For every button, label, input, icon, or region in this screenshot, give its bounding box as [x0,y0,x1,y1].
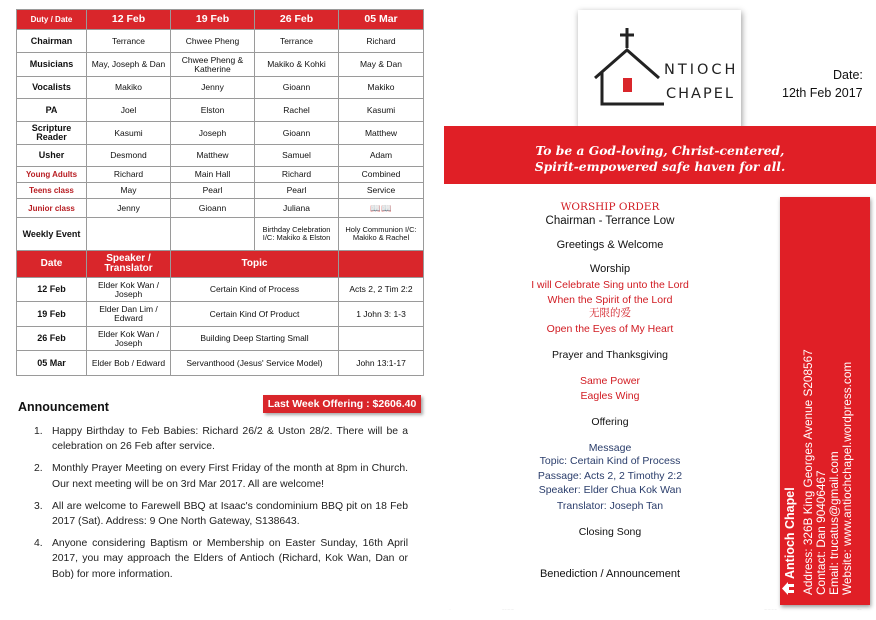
contact-name-row [782,487,797,595]
duty-cell: Desmond [87,145,171,167]
announcement-number: 3. [34,500,43,512]
duty-header-row [17,10,424,30]
duty-cell: Elston [171,99,255,122]
announcement-title: Announcement [18,400,109,414]
worship-song: I will Celebrate Sing unto the Lord [531,279,689,291]
worship-prayer: Prayer and Thanksgiving [552,349,668,361]
duty-header-cell: 05 Mar [339,10,424,30]
duty-roster-table [16,9,424,376]
duty-cell: May [87,183,171,199]
duty-cell: Adam [339,145,424,167]
message-passage: Passage: Acts 2, 2 Timothy 2:2 [537,470,683,482]
worship-label: Worship [589,263,631,275]
duty-header-cell: 19 Feb [171,10,255,30]
announcement-list [34,424,408,589]
antioch-chapel-logo [578,10,741,128]
duty-cell: May & Dan [339,53,424,77]
duty-cell: Makiko [87,77,171,99]
sermon-passage: 1 John 3: 1-3 [339,302,424,327]
duty-row [17,30,424,53]
message-label: Message [588,442,632,454]
duty-cell: Chwee Pheng [171,30,255,53]
logo-text-line2: CHAPEL [666,86,735,102]
announcement-item [34,499,408,529]
prayer-song: Eagles Wing [580,390,640,402]
duty-cell: Jenny [87,199,171,218]
duty-cell: Matthew [339,122,424,145]
sermon-header-cell: Topic [171,251,339,278]
duty-row [17,99,424,122]
sermon-date: 19 Feb [17,302,87,327]
duty-cell: Juliana [255,199,339,218]
duty-cell: Makiko [339,77,424,99]
duty-cell: Gioann [255,77,339,99]
duty-role-label: Scripture Reader [17,122,87,145]
sermon-passage: John 13:1-17 [339,351,424,376]
sermon-passage: Acts 2, 2 Tim 2:2 [339,278,424,302]
sermon-speaker: Elder Kok Wan / Joseph [87,278,171,302]
duty-cell: Richard [87,167,171,183]
announcement-text: Happy Birthday to Feb Babies: Richard 26/2 & Uston 28/2. There will be a celebration on 26 Feb after service. [52,426,408,453]
duty-cell: Matthew [171,145,255,167]
duty-cell: Makiko & Kohki [255,53,339,77]
sermon-passage [339,327,424,351]
duty-cell: Chwee Pheng & Katherine [171,53,255,77]
duty-role-label: Junior class [17,199,87,218]
announcement-text: All are welcome to Farewell BBQ at Isaac's condominium BBQ pit on 18 Feb 2017 (Sat). Address: 9 One North Gateway, S138643. [52,500,408,528]
sermon-row [17,327,424,351]
announcement-number: 4. [34,538,43,550]
duty-cell: Rachel [255,99,339,122]
duty-role-label: Usher [17,145,87,167]
duty-cell: Kasumi [87,122,171,145]
duty-cell: Pearl [255,183,339,199]
prayer-song: Same Power [579,375,641,387]
worship-song: When the Spirit of the Lord [547,294,673,306]
announcement-number: 1. [34,426,43,437]
message-topic: Topic: Certain Kind of Process [539,455,681,467]
contact-block [780,197,870,605]
duty-cell: Holy Communion I/C: Makiko & Rachel [339,218,424,251]
message-translator: Translator: Joseph Tan [556,500,664,512]
duty-row [17,145,424,167]
benediction: Benediction / Announcement [539,568,681,580]
worship-song: 无限的爱 [589,307,631,319]
book-icon: 📖📖 [339,199,424,218]
worship-song: Open the Eyes of My Heart [546,323,674,335]
contact-email: Email: trucatus@gmail.com [827,451,841,595]
duty-cell [171,218,255,251]
duty-cell: May, Joseph & Dan [87,53,171,77]
sermon-date: 12 Feb [17,278,87,302]
duty-role-label: Chairman [17,30,87,53]
sermon-row [17,351,424,376]
contact-name: Antioch Chapel [783,487,797,579]
duty-header-cell: Duty / Date [17,10,87,30]
logo-text-line1: NTIOCH [664,62,739,78]
church-icon [592,28,672,108]
announcement-item [34,461,408,491]
contact-sidebar [780,197,870,605]
worship-chairman: Chairman - Terrance Low [545,215,675,227]
date-value: 12th Feb 2017 [782,86,863,100]
sermon-header-cell: Speaker / Translator [87,251,171,278]
duty-cell: Main Hall [171,167,255,183]
duty-cell: Richard [255,167,339,183]
duty-role-label: Teens class [17,183,87,199]
worship-order-heading: WORSHIP ORDER [560,201,660,213]
duty-cell: Joel [87,99,171,122]
duty-cell: Kasumi [339,99,424,122]
duty-row [17,183,424,199]
duty-role-label: Vocalists [17,77,87,99]
contact-phone: Contact: Dan 90406467 [814,470,828,595]
sermon-row [17,302,424,327]
duty-cell: Combined [339,167,424,183]
sermon-row [17,278,424,302]
announcement-text: Anyone considering Baptism or Membership on Easter Sunday, 16th April 2017, you may approach the Elders of Antioch (Richard, Kok Wan, Dan or Bob) for more information. [52,538,408,580]
announcement-number: 2. [34,463,43,475]
duty-row [17,199,424,218]
duty-header-cell: 26 Feb [255,10,339,30]
sermon-speaker: Elder Kok Wan / Joseph [87,327,171,351]
sermon-header-cell [339,251,424,278]
sermon-date: 26 Feb [17,327,87,351]
duty-cell: Jenny [171,77,255,99]
duty-row [17,218,424,251]
worship-greetings: Greetings & Welcome [556,239,664,251]
duty-cell: Birthday Celebration I/C: Makiko & Elston [255,218,339,251]
date-label: Date: [833,68,863,82]
sermon-topic: Building Deep Starting Small [171,327,339,351]
duty-role-label: PA [17,99,87,122]
closing-song: Closing Song [578,526,642,538]
sermon-header-row [17,251,424,278]
duty-cell: Service [339,183,424,199]
message-speaker: Speaker: Elder Chua Kok Wan [538,484,682,496]
contact-website: Website: www.antiochchapel.wordpress.com [840,361,854,595]
duty-header-cell: 12 Feb [87,10,171,30]
duty-row [17,77,424,99]
contact-address: Address: 326B King Georges Avenue S208567 [801,349,815,595]
duty-role-label: Musicians [17,53,87,77]
sermon-speaker: Elder Bob / Edward [87,351,171,376]
duty-cell: Terrance [87,30,171,53]
duty-cell: Joseph [171,122,255,145]
duty-cell: Richard [339,30,424,53]
sermon-topic: Certain Kind of Process [171,278,339,302]
duty-role-label: Young Adults [17,167,87,183]
duty-cell: Terrance [255,30,339,53]
duty-cell: Pearl [171,183,255,199]
duty-role-label: Weekly Event [17,218,87,251]
announcement-item [34,424,408,454]
duty-row [17,122,424,145]
worship-offering: Offering [591,416,629,428]
motto-line: Spirit-empowered safe haven for all. [534,159,786,174]
duty-cell: Gioann [255,122,339,145]
sermon-topic: Servanthood (Jesus' Service Model) [171,351,339,376]
motto-line: To be a God-loving, Christ-centered, [535,143,785,158]
duty-row [17,167,424,183]
announcement-text: Monthly Prayer Meeting on every First Friday of the month at 8pm in Church. Our next meeting will be on 3rd Mar 2017. All are welcome! [52,463,408,490]
duty-cell [87,218,171,251]
announcement-item [34,536,408,582]
sermon-speaker: Elder Dan Lim / Edward [87,302,171,327]
motto-text [444,143,876,175]
sermon-header-cell: Date [17,251,87,278]
last-week-offering-badge: Last Week Offering : $2606.40 [263,395,421,413]
church-house-icon [782,582,794,595]
duty-cell: Samuel [255,145,339,167]
duty-row [17,53,424,77]
sermon-date: 05 Mar [17,351,87,376]
sermon-topic: Certain Kind Of Product [171,302,339,327]
duty-cell: Gioann [171,199,255,218]
